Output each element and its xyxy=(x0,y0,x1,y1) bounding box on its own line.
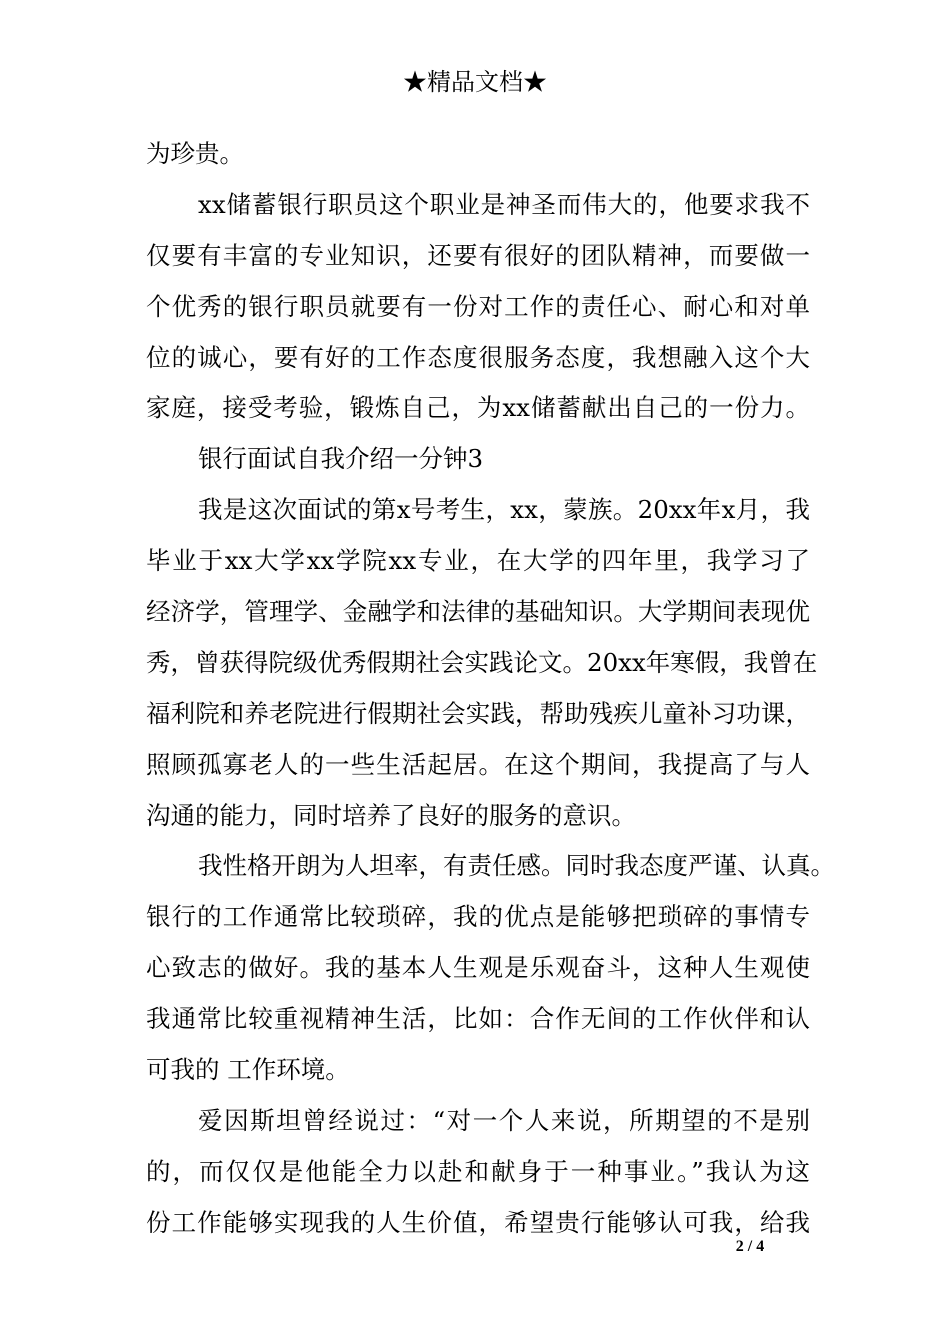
text-line: 仅要有丰富的专业知识，还要有很好的团队精神，而要做一 xyxy=(146,240,810,270)
text-line: 我性格开朗为人坦率，有责任感。同时我态度严谨、认真。 xyxy=(198,851,835,881)
text-line: 家庭，接受考验，锻炼自己，为xx储蓄献出自己的一份力。 xyxy=(146,393,810,423)
text-line: 的，而仅仅是他能全力以赴和献身于一种事业。”我认为这 xyxy=(146,1156,810,1186)
text-line: 我通常比较重视精神生活，比如：合作无间的工作伙伴和认 xyxy=(146,1004,810,1034)
text-line: 心致志的做好。我的基本人生观是乐观奋斗，这种人生观使 xyxy=(146,953,810,983)
text-line: xx储蓄银行职员这个职业是神圣而伟大的，他要求我不 xyxy=(198,189,810,219)
text-line: 秀，曾获得院级优秀假期社会实践论文。20xx年寒假，我曾在 xyxy=(146,647,818,677)
text-line: 银行的工作通常比较琐碎，我的优点是能够把琐碎的事情专 xyxy=(146,902,810,932)
text-line: 沟通的能力，同时培养了良好的服务的意识。 xyxy=(146,800,636,830)
text-line: 照顾孤寡老人的一些生活起居。在这个期间，我提高了与人 xyxy=(146,749,810,779)
page-number: 2 / 4 xyxy=(735,1238,765,1255)
text-line: 位的诚心，要有好的工作态度很服务态度，我想融入这个大 xyxy=(146,342,810,372)
text-line: 毕业于xx大学xx学院xx专业，在大学的四年里，我学习了 xyxy=(146,546,810,576)
text-line: 个优秀的银行职员就要有一份对工作的责任心、耐心和对单 xyxy=(146,291,810,321)
text-line: 我是这次面试的第x号考生，xx，蒙族。20xx年x月，我 xyxy=(198,495,810,525)
text-line: 福利院和养老院进行假期社会实践，帮助残疾儿童补习功课， xyxy=(146,698,810,728)
document-body xyxy=(146,129,835,1249)
text-line: 份工作能够实现我的人生价值，希望贵行能够认可我，给我 xyxy=(146,1207,810,1237)
text-line: 可我的 工作环境。 xyxy=(146,1055,350,1085)
text-line: 为珍贵。 xyxy=(146,139,244,168)
section-heading: 银行面试自我介绍一分钟3 xyxy=(198,444,484,474)
text-line: 经济学，管理学、金融学和法律的基础知识。大学期间表现优 xyxy=(146,597,810,627)
document-header: ★精品文档★ xyxy=(403,68,547,96)
text-line: 爱因斯坦曾经说过：“对一个人来说，所期望的不是别 xyxy=(198,1105,810,1135)
